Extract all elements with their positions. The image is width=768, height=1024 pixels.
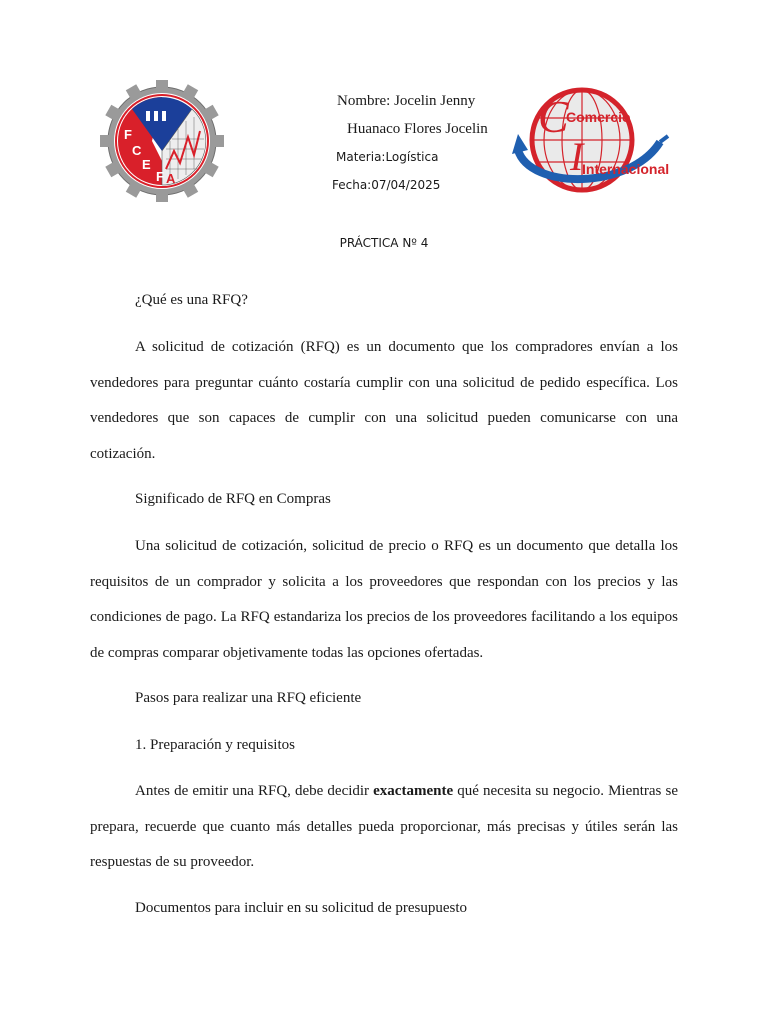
svg-text:F: F [124, 127, 132, 142]
svg-text:C: C [132, 143, 142, 158]
logo-text-internacional: Internacional [582, 161, 670, 177]
heading-que-es-rfq: ¿Qué es una RFQ? [135, 292, 248, 308]
header-nombre-line1: Nombre: Jocelin Jenny [337, 93, 476, 109]
svg-text:F: F [156, 169, 164, 184]
svg-text:A: A [166, 171, 176, 186]
svg-text:I: I [570, 134, 584, 179]
paragraph-preparacion-part2: qué necesita su negocio. Mientras se prepara, recuerde que cuanto más detalles pueda proporcionar, más precisas y útiles serán las respuestas de su proveedor. [90, 783, 678, 871]
fcefa-logo [100, 80, 225, 202]
header-nombre-line2: Huanaco Flores Jocelin [347, 121, 488, 137]
svg-text:C: C [538, 91, 569, 142]
heading-pasos: Pasos para realizar una RFQ eficiente [135, 690, 362, 706]
heading-documentos: Documentos para incluir en su solicitud de presupuesto [135, 900, 468, 916]
paragraph-significado: Una solicitud de cotización, solicitud de precio o RFQ es un documento que detalla los requisitos de un comprador y solicita a los proveedores que respondan con los precios y las condiciones de pago. La RFQ estandariza los precios de los proveedores facilitando a los equipos de compras comparar objetivamente todas las opciones ofertadas. [90, 538, 678, 661]
header-materia: Materia:Logística [336, 150, 439, 164]
comercio-internacional-logo [510, 80, 672, 198]
paragraph-preparacion-part1: Antes de emitir una RFQ, debe decidir [135, 783, 374, 799]
heading-significado: Significado de RFQ en Compras [135, 491, 331, 507]
header-fecha: Fecha:07/04/2025 [332, 178, 441, 192]
svg-text:E: E [142, 157, 151, 172]
page-title: PRÁCTICA Nº 4 [339, 236, 429, 250]
paragraph-definicion: A solicitud de cotización (RFQ) es un documento que los compradores envían a los vendedores para preguntar cuánto costaría cumplir con una solicitud de pedido específica. Los vendedores que son capaces de cumplir con una solicitud pueden comunicarse con una cotización. [90, 339, 678, 462]
logo-text-comercio: Comercio [566, 109, 631, 125]
paragraph-preparacion [90, 774, 678, 881]
paragraph-preparacion-bold: exactamente [373, 783, 454, 799]
heading-preparacion: 1. Preparación y requisitos [135, 737, 295, 753]
